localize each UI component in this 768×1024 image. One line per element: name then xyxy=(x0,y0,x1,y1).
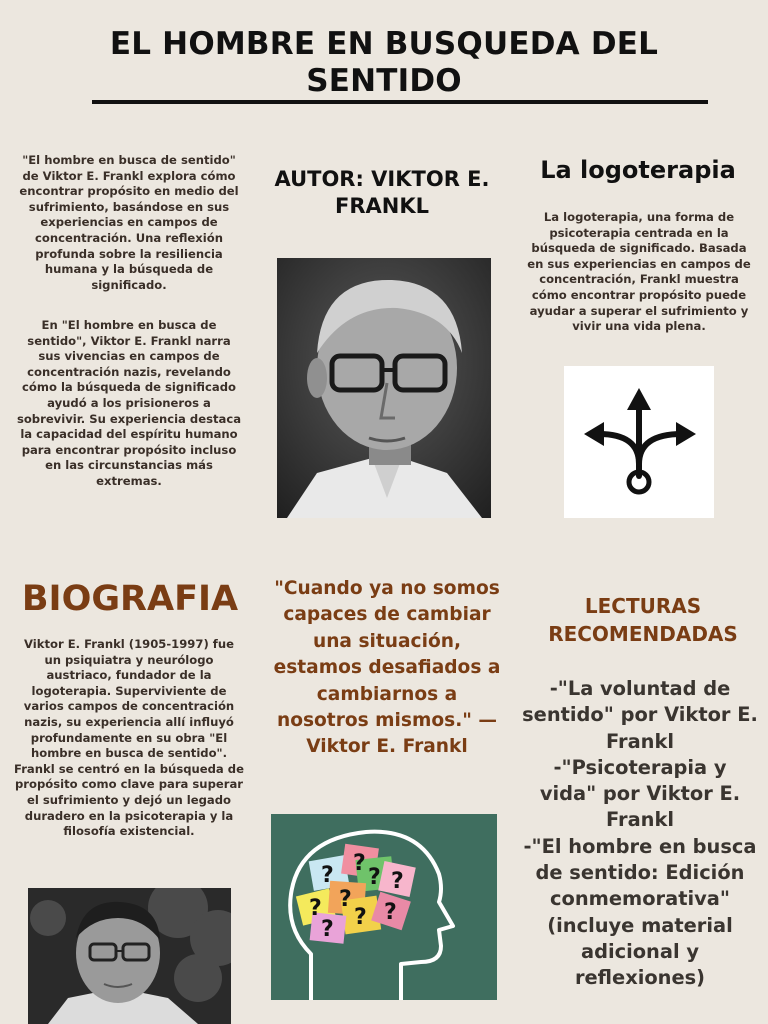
svg-text:?: ? xyxy=(339,887,352,912)
svg-text:?: ? xyxy=(384,900,397,925)
lectura-item: -"Psicoterapia y vida" por Viktor E. Frankl xyxy=(539,755,741,832)
biografia-heading: BIOGRAFIA xyxy=(21,579,239,619)
svg-text:?: ? xyxy=(353,851,366,876)
lecturas-list xyxy=(522,676,758,992)
author-portrait-illustration xyxy=(277,258,491,518)
author-portrait xyxy=(277,258,491,518)
svg-text:?: ? xyxy=(354,905,367,930)
mind-question-icon xyxy=(271,814,497,1000)
crossroads-arrows-icon xyxy=(564,366,714,518)
title-underline xyxy=(92,100,708,104)
svg-text:?: ? xyxy=(321,917,334,942)
biografia-text: Viktor E. Frankl (1905-1997) fue un psiquiatra y neurólogo austriaco, fundador de la logoterapia. Superviviente de varios campos de concentración nazis, su experiencia allí influyó profundamente en su obra "El hombre en busca de sentido". Frankl se centró en la búsqueda de propósito como clave para superar el sufrimiento y dejó un legado duradero en la psicoterapia y la filosofía existencial. xyxy=(14,637,244,839)
logoterapia-heading: La logoterapia xyxy=(540,156,736,184)
summary-paragraph: En "El hombre en busca de sentido", Viktor E. Frankl narra sus vivencias en campos de concentración nazis, revelando cómo la búsqueda de significado ayudó a los prisioneros a sobrevivir. Su experiencia destaca la capacidad del espíritu humano para encontrar propósito incluso en las circunstancias más extremas. xyxy=(16,318,242,488)
lectura-item: -"La voluntad de sentido" por Viktor E. Frankl xyxy=(522,677,758,753)
lectura-item: -"El hombre en busca de sentido: Edición conmemorativa" (incluye material adicional y reflexiones) xyxy=(523,834,757,990)
lecturas-heading: LECTURAS RECOMENDADAS xyxy=(548,594,738,646)
svg-text:?: ? xyxy=(321,863,334,888)
svg-text:?: ? xyxy=(309,896,322,921)
frankl-quote: "Cuando ya no somos capaces de cambiar una situación, estamos desafiados a cambiarnos a nosotros mismos." — Viktor E. Frankl xyxy=(273,578,501,758)
svg-text:?: ? xyxy=(368,865,381,890)
svg-text:?: ? xyxy=(391,869,404,894)
intro-paragraph: "El hombre en busca de sentido" de Viktor E. Frankl explora cómo encontrar propósito en medio del sufrimiento, basándose en sus experiencias en campos de concentración. Una reflexión profunda sobre la resiliencia humana y la búsqueda de significado. xyxy=(19,153,239,292)
logoterapia-text: La logoterapia, una forma de psicoterapia centrada en la búsqueda de significado. Basada en sus experiencias en campos de concentración, Frankl muestra cómo encontrar propósito puede ayudar a superar el sufrimiento y vivir una vida plena. xyxy=(527,210,751,334)
page-title: EL HOMBRE EN BUSQUEDA DEL SENTIDO xyxy=(109,26,659,99)
frankl-photo-illustration xyxy=(28,888,231,1024)
frankl-photo xyxy=(28,888,231,1024)
author-heading: AUTOR: VIKTOR E. FRANKL xyxy=(274,167,490,218)
